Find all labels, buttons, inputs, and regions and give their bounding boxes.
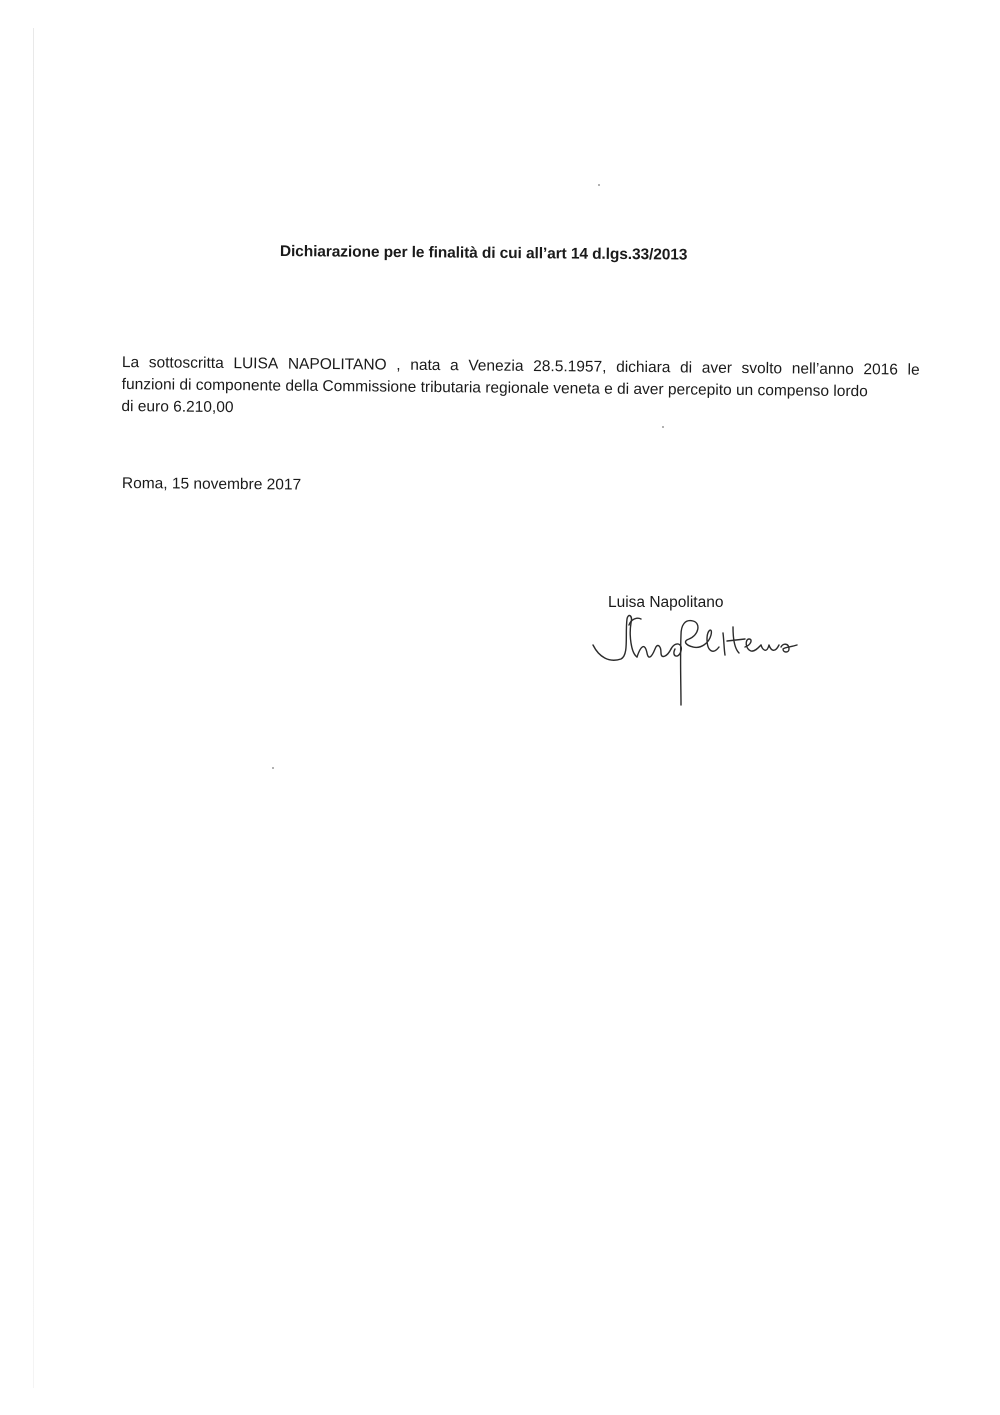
scan-speck (598, 184, 600, 186)
signature-stroke (745, 639, 761, 651)
declaration-word: , (396, 356, 401, 374)
signature-stroke (671, 644, 681, 656)
document-title: Dichiarazione per le finalità di cui all’art 14 d.lgs.33/2013 (279, 243, 688, 264)
declaration-word: La (121, 353, 140, 372)
signature-stroke (723, 633, 725, 655)
declaration-line-3: di euro 6.210,00 (121, 397, 234, 417)
declaration-line-2: funzioni di componente della Commissione tributaria regionale veneta e di aver percepito un compenso lordo (121, 375, 868, 401)
declaration-word: nata (410, 356, 441, 375)
declaration-word: NAPOLITANO (287, 355, 387, 374)
declaration-word: nell’anno (791, 360, 854, 379)
declaration-word: a (450, 357, 459, 375)
declaration-word: LUISA (233, 355, 279, 373)
scan-edge-line (33, 28, 34, 1388)
declaration-word: svolto (741, 359, 783, 378)
declaration-body (121, 352, 920, 426)
handwritten-signature (585, 605, 815, 715)
declaration-word: di (679, 359, 693, 377)
declaration-word: Venezia (468, 357, 524, 375)
signature-stroke (781, 644, 797, 652)
signature-stroke (761, 645, 779, 650)
scan-speck (272, 767, 274, 769)
signature-stroke (727, 627, 745, 653)
declaration-word: dichiara (616, 358, 671, 377)
declaration-word: 2016 (863, 361, 899, 379)
declaration-word: sottoscritta (148, 354, 224, 372)
scan-speck (662, 426, 664, 428)
place-and-date: Roma, 15 novembre 2017 (121, 475, 302, 494)
declaration-word: aver (701, 359, 733, 377)
signature-stroke (681, 621, 698, 705)
declaration-word: le (907, 361, 920, 379)
signature-stroke (637, 646, 671, 658)
declaration-word: 28.5.1957, (533, 357, 607, 376)
signer-name: Luisa Napolitano (608, 594, 724, 611)
